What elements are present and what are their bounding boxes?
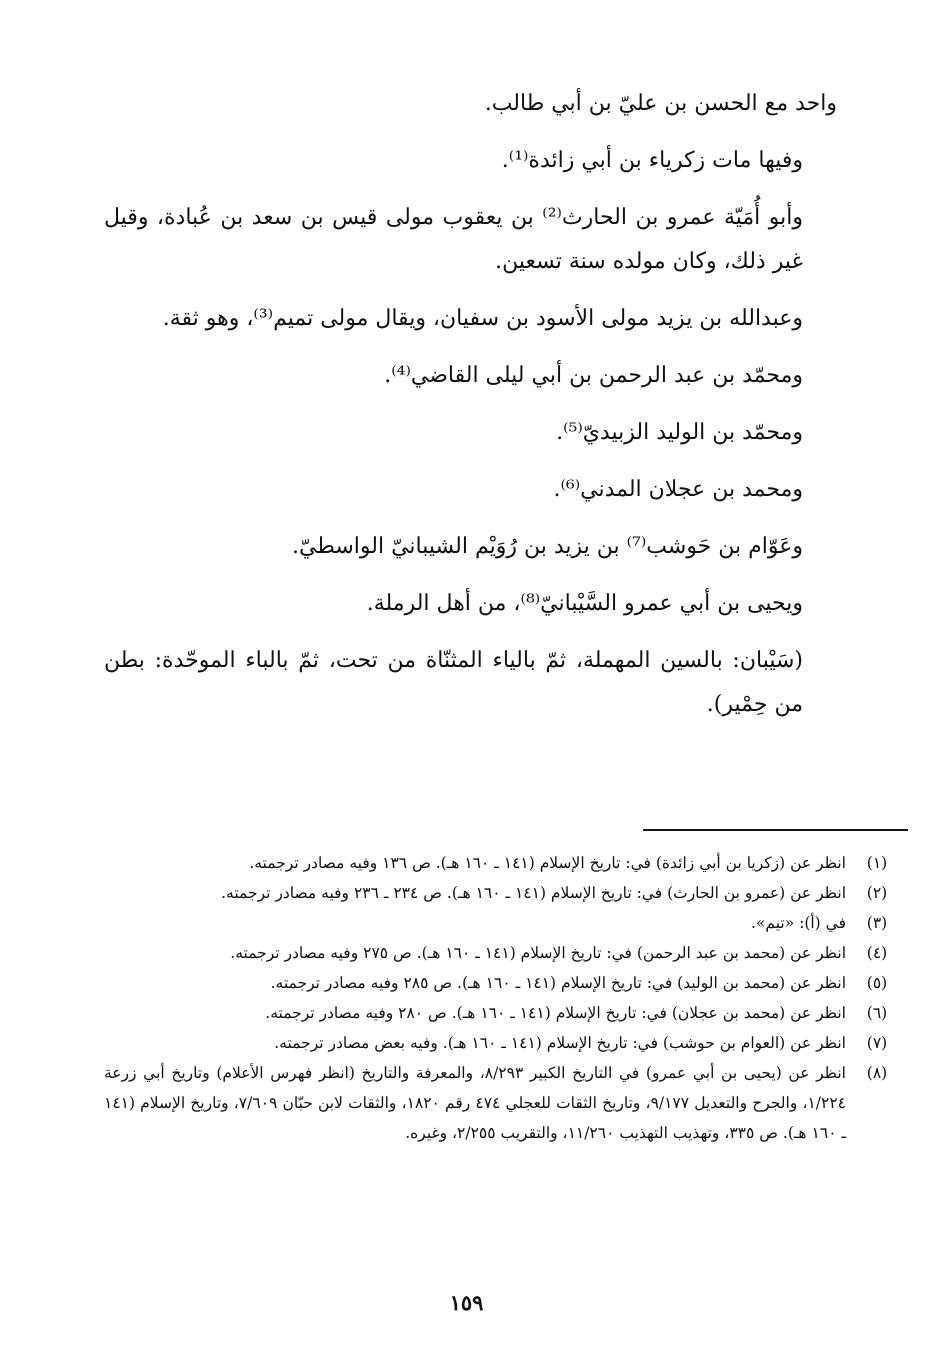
footnote-number: (٥) [866,974,888,992]
paragraph: وعبدالله بن يزيد مولى الأسود بن سفيان، ويقال مولى تميم⁽³⁾، وهو ثقة. [162,306,803,331]
paragraph: ويحيى بن أبي عمرو السَّيْبانيّ⁽⁸⁾، من أهل الرملة. [366,591,803,616]
footnote [104,1028,908,1058]
paragraph: ومحمّد بن عبد الرحمن بن أبي ليلى القاضي⁽⁴⁾. [384,363,803,388]
footnote-text: انظر عن (يحيى بن أبي عمرو) في التاريخ الكبير ٨/٢٩٣، والمعرفة والتاريخ (انظر فهرس الأعلام) وتاريخ أبي زرعة ١/٢٢٤، والجرح والتعديل ٩/١٧٧، وتاريخ الثقات للعجلي ٤٧٤ رقم ١٨٢٠، والثقات لابن حبّان ٧/٦٠٩، وتاريخ الإسلام (١٤١ ـ ١٦٠ هـ). ص ٣٣٥، وتهذيب التهذيب ١١/٢٦٠، والتقريب ٢/٢٥٥، وغيره. [104,1064,847,1142]
footnote-text: انظر عن (عمرو بن الحارث) في: تاريخ الإسلام (١٤١ ـ ١٦٠ هـ). ص ٢٣٤ ـ ٢٣٦ وفيه مصادر ترجمته. [221,884,846,902]
footnote-number: (٧) [866,1034,888,1052]
main-text [104,82,893,740]
footnote [104,938,908,968]
footnote [104,998,908,1028]
footnote-number: (١) [866,854,888,872]
footnote-text: انظر عن (محمد بن عبد الرحمن) في: تاريخ الإسلام (١٤١ ـ ١٦٠ هـ). ص ٢٧٥ وفيه مصادر ترجمته. [230,944,846,962]
footnote-text: في (أ): «تيم». [750,914,846,932]
paragraph: وفيها مات زكرياء بن أبي زائدة⁽¹⁾. [501,148,803,173]
paragraph: (سَيْبان: بالسين المهملة، ثمّ بالياء المثنّاة من تحت، ثمّ بالباء الموحّدة: بطن من حِمْير). [104,648,803,717]
footnote [104,848,908,878]
footnote-number: (٤) [866,944,888,962]
paragraph: وأبو أُمَيّة عمرو بن الحارث⁽²⁾ بن يعقوب مولى قيس بن سعد بن عُبادة، وقيل غير ذلك، وكان مولده سنة تسعين. [104,205,803,274]
paragraph: وعَوّام بن حَوشب⁽⁷⁾ بن يزيد بن رُوَيْم الشيبانيّ الواسطيّ. [292,534,803,559]
paragraph: ومحمد بن عجلان المدني⁽⁶⁾. [553,477,803,502]
footnote-number: (٦) [866,1004,888,1022]
page-number: ١٥٩ [449,1290,484,1315]
footnotes [104,848,908,1148]
footnote-text: انظر عن (زكريا بن أبي زائدة) في: تاريخ الإسلام (١٤١ ـ ١٦٠ هـ). ص ١٣٦ وفيه مصادر ترجمته. [249,854,846,872]
footnote [104,878,908,908]
footnote-text: انظر عن (محمد بن الوليد) في: تاريخ الإسلام (١٤١ ـ ١٦٠ هـ). ص ٢٨٥ وفيه مصادر ترجمته. [270,974,846,992]
footnote-number: (٨) [866,1064,888,1082]
paragraph: ومحمّد بن الوليد الزبيديّ⁽⁵⁾. [556,420,803,445]
footnote-separator [643,829,908,831]
footnote [104,1058,908,1148]
footnote-number: (٣) [866,914,888,932]
footnote [104,908,908,938]
footnote-number: (٢) [866,884,888,902]
paragraph: واحد مع الحسن بن عليّ بن أبي طالب. [484,91,837,116]
footnote [104,968,908,998]
footnote-text: انظر عن (محمد بن عجلان) في: تاريخ الإسلام (١٤١ ـ ١٦٠ هـ). ص ٢٨٠ وفيه مصادر ترجمته. [265,1004,846,1022]
footnote-text: انظر عن (العوام بن حوشب) في: تاريخ الإسلام (١٤١ ـ ١٦٠ هـ). وفيه بعض مصادر ترجمته. [274,1034,846,1052]
